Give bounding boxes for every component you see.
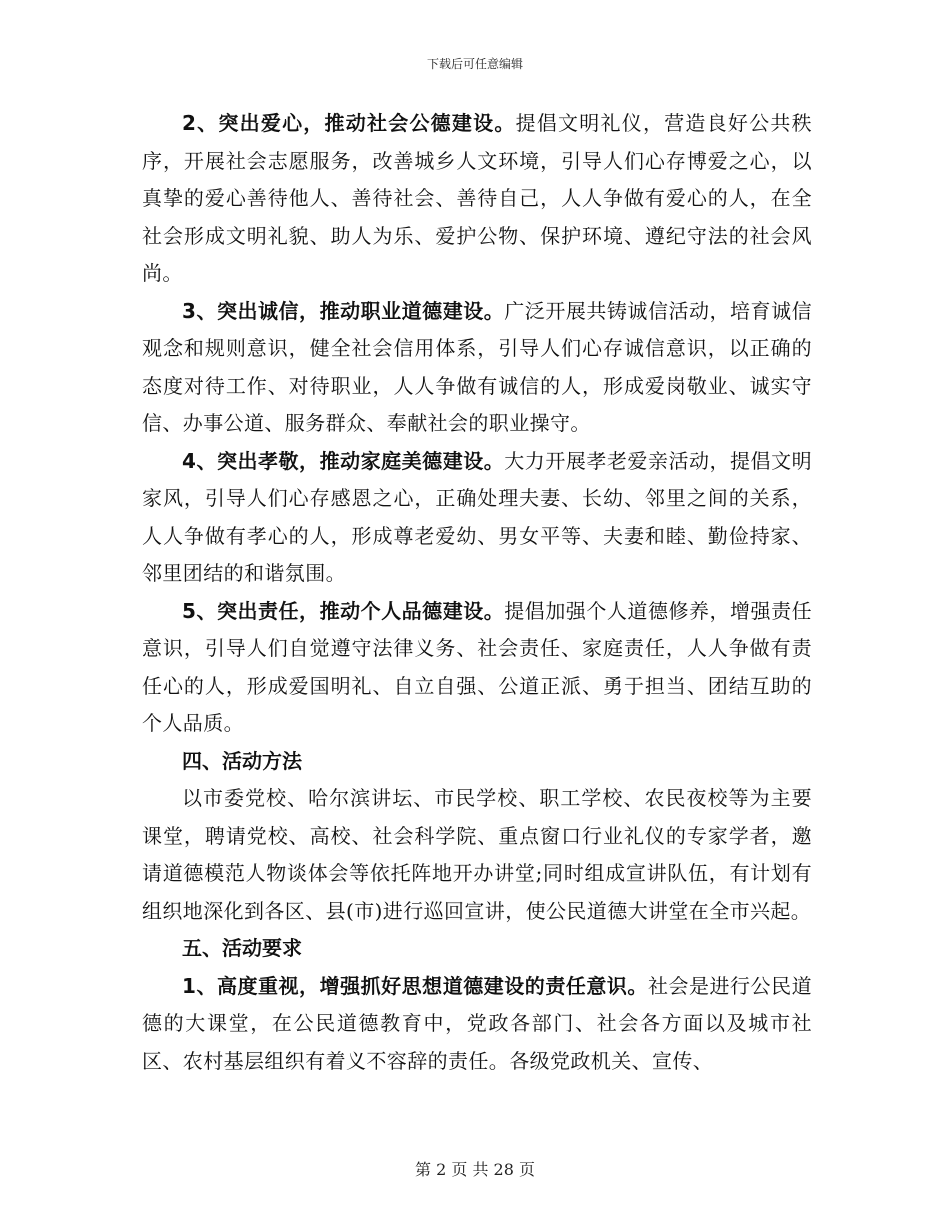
paragraph-methods: 以市委党校、哈尔滨讲坛、市民学校、职工学校、农民夜校等为主要课堂，聘请党校、高校、社会科学院、重点窗口行业礼仪的专家学者，邀请道德模范人物谈体会等依托阵地开办讲堂;同时组成宣讲队伍，有计划有组织地深化到各区、县(市)进行巡回宣讲，使公民道德大讲堂在全市兴起。 bbox=[142, 786, 812, 923]
paragraph-lead: 5、突出责任，推动个人品德建设。 bbox=[182, 598, 505, 623]
paragraph-text: 提倡加强个人道德修养，增强责任意识，引导人们自觉遵守法律义务、社会责任、家庭责任，人人争做有责任心的人，形成爱国明礼、自立自强、公道正派、勇于担当、团结互助的个人品质。 bbox=[142, 598, 812, 735]
page-header: 下载后可任意编辑 bbox=[426, 57, 523, 71]
paragraph-text: 社会是进行公民道德的大课堂，在公民道德教育中，党政各部门、社会各方面以及城市社区、农村基层组织有着义不容辞的责任。各级党政机关、宣传、 bbox=[142, 973, 812, 1073]
section-heading-methods: 四、活动方法 bbox=[182, 748, 302, 773]
paragraph-lead: 3、突出诚信，推动职业道德建设。 bbox=[182, 298, 505, 323]
section-heading-requirements: 五、活动要求 bbox=[182, 936, 302, 960]
paragraph-lead: 4、突出孝敬，推动家庭美德建设。 bbox=[182, 448, 505, 473]
paragraph-filial bbox=[142, 443, 812, 593]
paragraph-responsibility bbox=[142, 593, 812, 743]
paragraph-requirements bbox=[142, 968, 812, 1081]
document-body bbox=[142, 105, 812, 1080]
paragraph-love bbox=[142, 105, 812, 293]
paragraph-text: 广泛开展共铸诚信活动，培育诚信观念和规则意识，健全社会信用体系，引导人们心存诚信意识，以正确的态度对待工作、对待职业，人人争做有诚信的人，形成爱岗敬业、诚实守信、办事公道、服务群众、奉献社会的职业操守。 bbox=[142, 298, 812, 435]
paragraph-lead: 1、高度重视，增强抓好思想道德建设的责任意识。 bbox=[182, 973, 648, 998]
paragraph-text: 大力开展孝老爱亲活动，提倡文明家风，引导人们心存感恩之心，正确处理夫妻、长幼、邻里之间的关系，人人争做有孝心的人，形成尊老爱幼、男女平等、夫妻和睦、勤俭持家、邻里团结的和谐氛围。 bbox=[142, 448, 812, 585]
page-footer: 第 2 页 共 28 页 bbox=[415, 1160, 535, 1179]
paragraph-text: 提倡文明礼仪，营造良好公共秩序，开展社会志愿服务，改善城乡人文环境，引导人们心存博爱之心，以真挚的爱心善待他人、善待社会、善待自己，人人争做有爱心的人，在全社会形成文明礼貌、助人为乐、爱护公物、保护环境、遵纪守法的社会风尚。 bbox=[142, 111, 812, 285]
paragraph-integrity bbox=[142, 293, 812, 443]
paragraph-lead: 2、突出爱心，推动社会公德建设。 bbox=[182, 111, 516, 135]
